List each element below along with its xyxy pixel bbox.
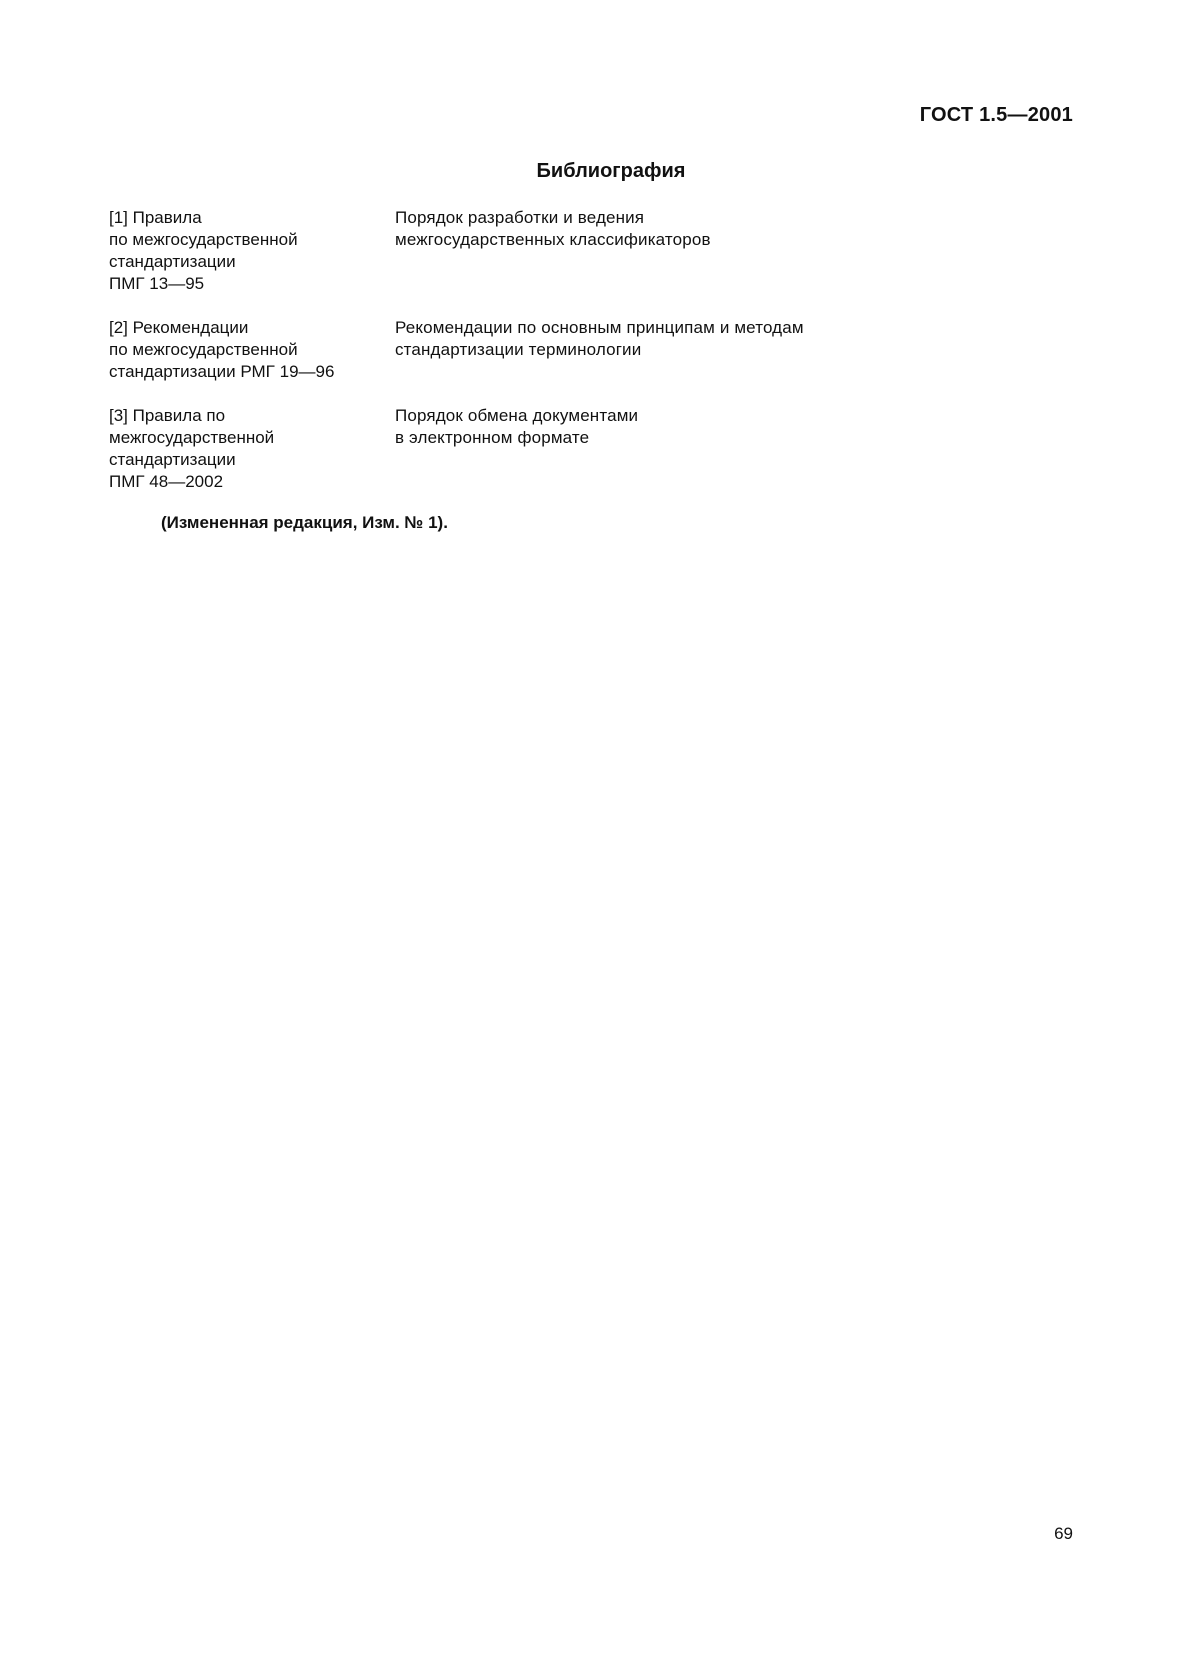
section-title: Библиография: [536, 160, 686, 182]
bibliography-source: [2] Рекомендации по межгосударственной стандартизации РМГ 19—96: [109, 318, 335, 381]
bibliography-title: Порядок обмена документами в электронном формате: [395, 406, 639, 447]
bibliography-entry-3: [109, 405, 869, 493]
bibliography-source: [3] Правила по межгосударственной стандартизации ПМГ 48—2002: [109, 406, 275, 491]
bibliography-source: [1] Правила по межгосударственной стандартизации ПМГ 13—95: [109, 208, 298, 293]
bibliography-entry-2: [109, 317, 869, 383]
standard-code: ГОСТ 1.5—2001: [919, 104, 1073, 126]
bibliography-title: Рекомендации по основным принципам и методам стандартизации терминологии: [395, 318, 804, 359]
amendment-note: (Измененная редакция, Изм. № 1).: [161, 513, 448, 532]
bibliography-entry-1: [109, 207, 869, 295]
bibliography-list: [109, 207, 869, 515]
page-number: 69: [1054, 1524, 1073, 1543]
bibliography-title: Порядок разработки и ведения межгосударственных классификаторов: [395, 208, 711, 249]
